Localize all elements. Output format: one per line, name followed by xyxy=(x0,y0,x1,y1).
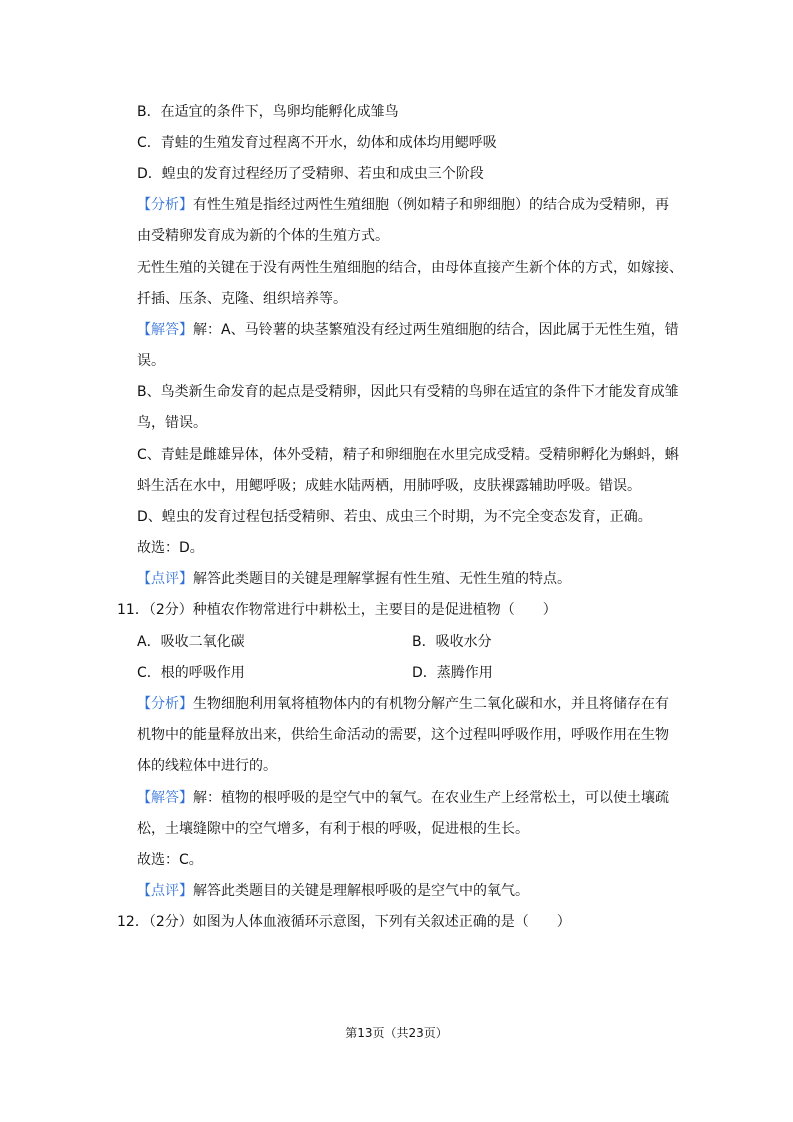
q11-comment-line xyxy=(137,881,529,901)
q10-analysis-line: 扦插、压条、克隆、组织培养等。 xyxy=(137,291,347,307)
q10-analysis-line xyxy=(137,195,669,215)
q11-option-a: A．吸收二氧化碳 xyxy=(137,634,245,650)
q10-answer-line: 蚪生活在水中，用鳃呼吸；成蛙水陆两栖，用肺呼吸，皮肤裸露辅助呼吸。错误。 xyxy=(137,478,641,494)
option-c: C．青蛙的生殖发育过程离不开水，幼体和成体均用鳃呼吸 xyxy=(137,135,497,151)
analysis-tag: 【分析】 xyxy=(137,197,193,213)
q11-analysis-line xyxy=(137,694,669,714)
q11-analysis-line: 机物中的能量释放出来，供给生命活动的需要，这个过程叫呼吸作用，呼吸作用在生物 xyxy=(137,727,669,743)
q10-answer-line: 误。 xyxy=(137,353,165,369)
answer-tag: 【解答】 xyxy=(137,322,193,338)
answer-text: 解：A、马铃薯的块茎繁殖没有经过两生殖细胞的结合，因此属于无性生殖，错 xyxy=(193,322,679,338)
answer-text: 解：植物的根呼吸的是空气中的氧气。在农业生产上经常松土，可以使土壤疏 xyxy=(193,790,669,806)
analysis-text: 有性生殖是指经过两性生殖细胞（例如精子和卵细胞）的结合成为受精卵，再 xyxy=(193,197,669,213)
q11-choice: 故选：C。 xyxy=(137,852,203,868)
option-b: B．在适宜的条件下，鸟卵均能孵化成雏鸟 xyxy=(137,104,399,120)
q10-choice: 故选：D。 xyxy=(137,540,204,556)
q12-stem: 12．（2分）如图为人体血液循环示意图，下列有关叙述正确的是（ ） xyxy=(117,914,571,930)
q11-option-d: D．蒸腾作用 xyxy=(412,665,493,681)
q10-analysis-line: 由受精卵发育成为新的个体的生殖方式。 xyxy=(137,228,389,244)
q10-analysis-line: 无性生殖的关键在于没有两性生殖细胞的结合，由母体直接产生新个体的方式，如嫁接、 xyxy=(137,260,683,276)
q11-stem: 11．（2分）种植农作物常进行中耕松土，主要目的是促进植物（ ） xyxy=(117,602,557,618)
q11-answer-line xyxy=(137,788,669,808)
q11-analysis-line: 体的线粒体中进行的。 xyxy=(137,758,277,774)
page-footer: 第13页（共23页） xyxy=(345,1026,448,1040)
q11-answer-line: 松，土壤缝隙中的空气增多，有利于根的呼吸，促进根的生长。 xyxy=(137,821,529,837)
analysis-text: 生物细胞利用氧将植物体内的有机物分解产生二氧化碳和水，并且将储存在有 xyxy=(193,696,669,712)
comment-text: 解答此类题目的关键是理解根呼吸的是空气中的氧气。 xyxy=(193,883,529,899)
q11-option-c: C．根的呼吸作用 xyxy=(137,665,245,681)
analysis-tag: 【分析】 xyxy=(137,696,193,712)
q10-answer-line: C、青蛙是雌雄异体，体外受精，精子和卵细胞在水里完成受精。受精卵孵化为蝌蚪，蝌 xyxy=(137,447,679,463)
q11-option-b: B．吸收水分 xyxy=(412,634,492,650)
comment-text: 解答此类题目的关键是理解掌握有性生殖、无性生殖的特点。 xyxy=(193,571,571,587)
q10-answer-line: D、蝗虫的发育过程包括受精卵、若虫、成虫三个时期，为不完全变态发育，正确。 xyxy=(137,509,652,525)
option-d: D．蝗虫的发育过程经历了受精卵、若虫和成虫三个阶段 xyxy=(137,166,484,182)
comment-tag: 【点评】 xyxy=(137,883,193,899)
comment-tag: 【点评】 xyxy=(137,571,193,587)
answer-tag: 【解答】 xyxy=(137,790,193,806)
q10-answer-line: 鸟，错误。 xyxy=(137,415,207,431)
q10-answer-line xyxy=(137,320,679,340)
q10-answer-line: B、鸟类新生命发育的起点是受精卵，因此只有受精的鸟卵在适宜的条件下才能发育成雏 xyxy=(137,384,679,400)
q10-comment-line xyxy=(137,569,571,589)
